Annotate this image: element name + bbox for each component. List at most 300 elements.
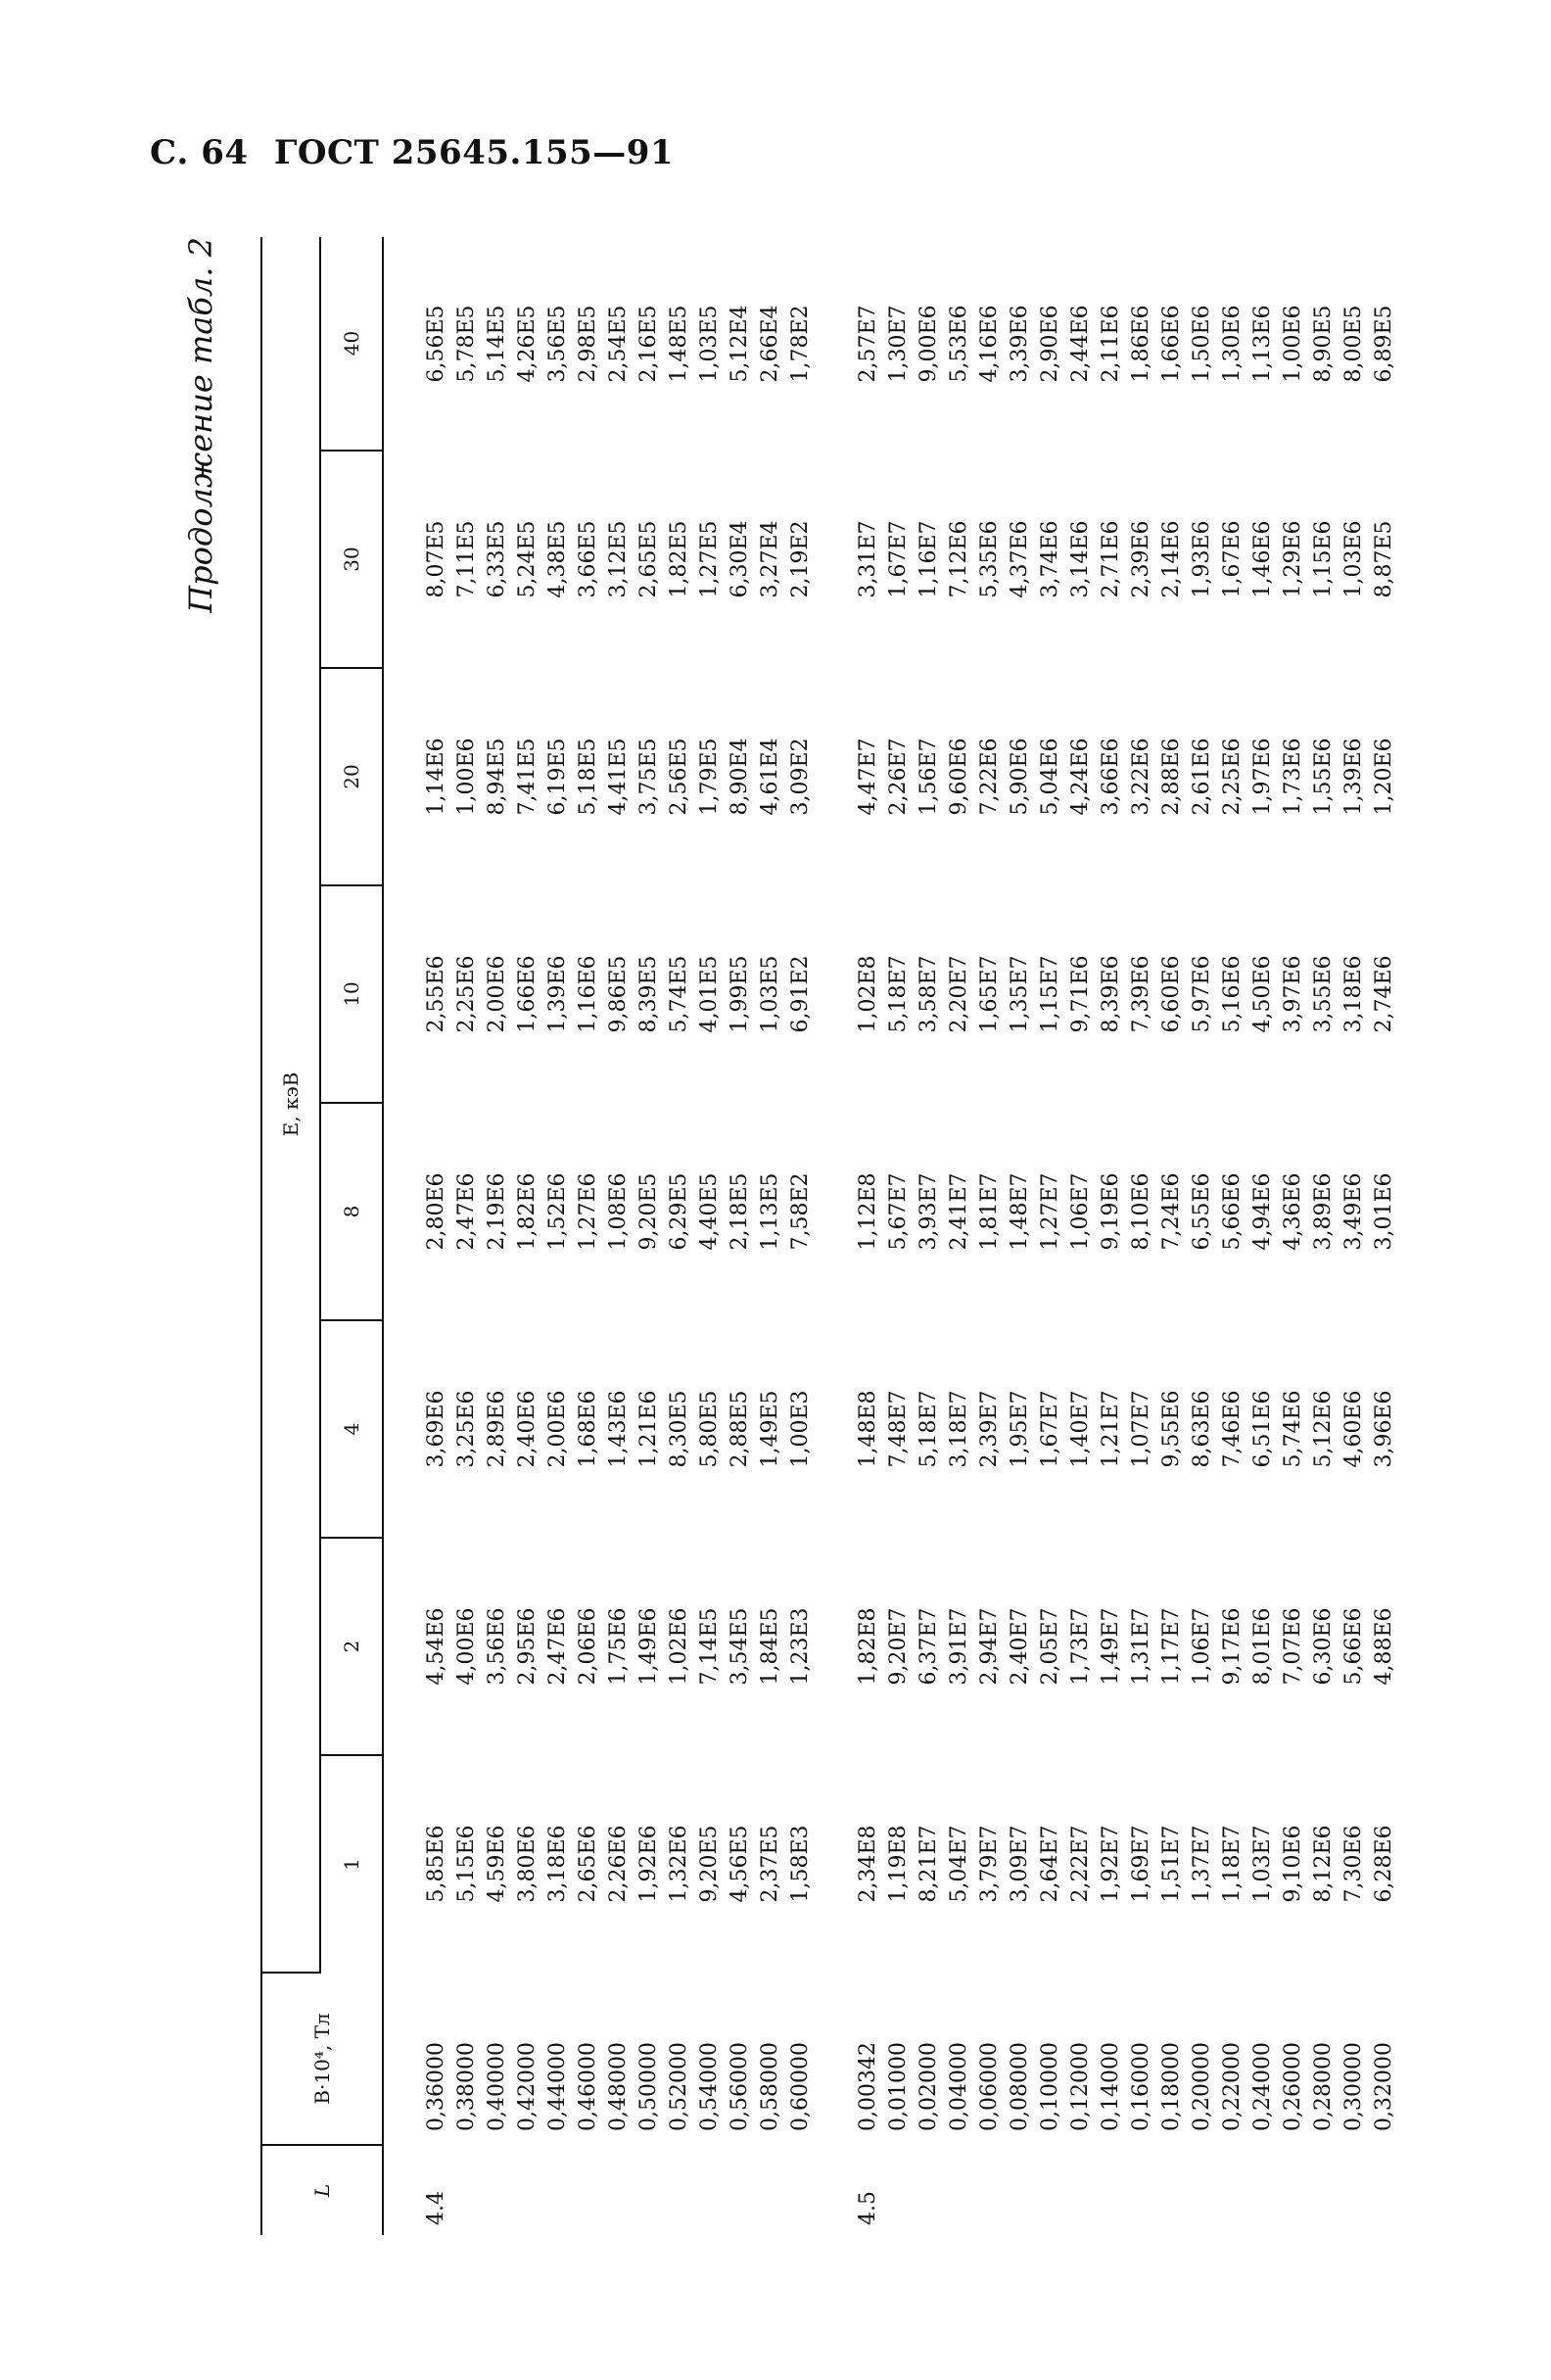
flux-value-cell: 8,39E5 [636, 955, 661, 1033]
l-value-cell [1308, 2145, 1339, 2235]
group-spacer-cell [383, 237, 421, 2235]
flux-value-cell: 2,16E5 [636, 305, 661, 383]
flux-value-cell: 4,16E6 [977, 305, 1002, 383]
flux-value-cell: 2,65E6 [576, 1825, 600, 1903]
flux-value-cell: 3,25E6 [454, 1390, 479, 1468]
l-value-cell [512, 2145, 542, 2235]
flux-value-cell: 4,50E6 [1250, 955, 1275, 1033]
flux-value-cell: 1,73E7 [1068, 1607, 1093, 1686]
table-row [1096, 237, 1126, 2235]
flux-value-cell: 5,35E6 [977, 520, 1002, 598]
table-row [1217, 237, 1247, 2235]
flux-value-cell: 2,71E6 [1099, 520, 1123, 598]
table-row [725, 237, 755, 2235]
table-row [785, 237, 816, 2235]
flux-value-cell: 3,31E7 [856, 520, 880, 598]
b-value-cell: 0,12000 [1068, 2042, 1093, 2131]
flux-value-cell: 3,74E6 [1038, 520, 1062, 598]
flux-value-cell: 5,74E5 [667, 955, 691, 1033]
flux-value-cell: 9,10E6 [1281, 1825, 1305, 1903]
flux-value-cell: 6,19E5 [545, 738, 570, 816]
table-header [261, 237, 383, 2235]
table-row [1308, 237, 1339, 2235]
b-value-cell: 0,32000 [1372, 2042, 1396, 2131]
flux-value-cell: 1,15E7 [1038, 955, 1062, 1033]
flux-value-cell: 4,56E5 [728, 1825, 752, 1903]
flux-value-cell: 3,79E7 [977, 1825, 1002, 1903]
flux-value-cell: 2,39E6 [1129, 520, 1153, 598]
flux-value-cell: 1,13E6 [1250, 305, 1275, 383]
flux-value-cell: 5,18E7 [916, 1390, 941, 1468]
flux-value-cell: 8,87E5 [1372, 520, 1396, 598]
b-value-cell: 0,48000 [606, 2042, 631, 2131]
flux-value-cell: 7,41E5 [515, 738, 540, 816]
flux-value-cell: 7,11E5 [454, 520, 479, 598]
flux-value-cell: 3,18E6 [545, 1825, 570, 1903]
flux-value-cell: 8,12E6 [1311, 1825, 1336, 1903]
flux-value-cell: 5,78E5 [454, 305, 479, 383]
flux-value-cell: 1,97E6 [1250, 738, 1275, 816]
flux-value-cell: 2,25E6 [454, 955, 479, 1033]
l-value-cell [1187, 2145, 1217, 2235]
l-value-cell [482, 2145, 512, 2235]
l-value-cell [755, 2145, 785, 2235]
flux-value-cell: 3,18E6 [1341, 955, 1366, 1033]
flux-value-cell: 8,63E6 [1190, 1390, 1214, 1468]
l-value-cell: 4.5 [856, 2191, 880, 2225]
flux-value-cell: 5,18E7 [886, 955, 911, 1033]
b-value-cell: 0,38000 [454, 2042, 479, 2131]
flux-value-cell: 7,46E6 [1220, 1390, 1245, 1468]
flux-value-cell: 8,39E6 [1099, 955, 1123, 1033]
b-value-cell: 0,42000 [515, 2042, 540, 2131]
flux-value-cell: 2,40E7 [1008, 1607, 1032, 1686]
flux-value-cell: 2,25E6 [1220, 738, 1245, 816]
flux-value-cell: 3,58E7 [916, 955, 941, 1033]
flux-value-cell: 2,00E6 [545, 1390, 570, 1468]
flux-value-cell: 1,37E7 [1190, 1825, 1214, 1903]
table-continuation-label: Продолжение табл. 2 [182, 237, 219, 613]
flux-value-cell: 7,39E6 [1129, 955, 1153, 1033]
flux-value-cell: 5,04E6 [1038, 738, 1062, 816]
flux-value-cell: 1,21E7 [1099, 1390, 1123, 1468]
flux-value-cell: 1,48E7 [1008, 1172, 1032, 1251]
flux-value-cell: 1,51E7 [1159, 1825, 1184, 1903]
flux-value-cell: 1,73E6 [1281, 738, 1305, 816]
flux-value-cell: 5,14E5 [485, 305, 509, 383]
flux-value-cell: 1,55E6 [1311, 738, 1336, 816]
flux-value-cell: 1,46E6 [1250, 520, 1275, 598]
flux-value-cell: 2,90E6 [1038, 305, 1062, 383]
l-value-cell [1156, 2145, 1187, 2235]
flux-value-cell: 1,16E7 [916, 520, 941, 598]
flux-value-cell: 3,93E7 [916, 1172, 941, 1251]
flux-value-cell: 1,27E6 [576, 1172, 600, 1251]
flux-value-cell: 2,39E7 [977, 1390, 1002, 1468]
energy-header-20: 20 [320, 668, 383, 885]
group-spacer [816, 237, 853, 2235]
flux-value-cell: 1,00E6 [1281, 305, 1305, 383]
flux-value-cell: 6,28E6 [1372, 1825, 1396, 1903]
table-row [664, 237, 694, 2235]
flux-value-cell: 2,98E5 [576, 305, 600, 383]
b-value-cell: 0,10000 [1038, 2042, 1062, 2131]
flux-value-cell: 1,00E6 [454, 738, 479, 816]
page-header [150, 133, 674, 172]
group-spacer [383, 237, 421, 2235]
flux-value-cell: 9,60E6 [947, 738, 971, 816]
flux-value-cell: 2,47E6 [454, 1172, 479, 1251]
flux-value-cell: 5,67E7 [886, 1172, 911, 1251]
l-value-cell [603, 2145, 634, 2235]
flux-value-cell: 4,24E6 [1068, 738, 1093, 816]
flux-value-cell: 6,30E4 [728, 520, 752, 598]
flux-value-cell: 1,02E6 [667, 1607, 691, 1686]
flux-value-cell: 2,40E6 [515, 1390, 540, 1468]
flux-value-cell: 1,49E5 [758, 1390, 782, 1468]
energy-header-row [320, 237, 383, 2235]
flux-value-cell: 2,88E5 [728, 1390, 752, 1468]
flux-value-cell: 3,12E5 [606, 520, 631, 598]
column-header-b: B·10⁴, Тл [261, 1973, 383, 2145]
flux-value-cell: 4,61E4 [758, 738, 782, 816]
flux-value-cell: 2,94E7 [977, 1607, 1002, 1686]
b-value-cell: 0,28000 [1311, 2042, 1336, 2131]
flux-value-cell: 1,03E5 [697, 305, 722, 383]
flux-value-cell: 7,24E6 [1159, 1172, 1184, 1251]
b-value-cell: 0,08000 [1008, 2042, 1032, 2131]
flux-value-cell: 1,67E6 [1220, 520, 1245, 598]
table-row [1187, 237, 1217, 2235]
flux-value-cell: 1,32E6 [667, 1825, 691, 1903]
flux-value-cell: 2,19E2 [788, 520, 813, 598]
b-value-cell: 0,06000 [977, 2042, 1002, 2131]
l-value-cell [1096, 2145, 1126, 2235]
flux-value-cell: 5,97E6 [1190, 955, 1214, 1033]
flux-value-cell: 2,95E6 [515, 1607, 540, 1686]
table-row [944, 237, 974, 2235]
column-header-l: L [261, 2145, 383, 2235]
table-row [694, 237, 725, 2235]
flux-value-cell: 2,54E5 [606, 305, 631, 383]
flux-value-cell: 1,69E7 [1129, 1825, 1153, 1903]
flux-value-cell: 6,51E6 [1250, 1390, 1275, 1468]
table-row [1126, 237, 1156, 2235]
flux-value-cell: 1,49E7 [1099, 1607, 1123, 1686]
l-value-cell [542, 2145, 573, 2235]
flux-value-cell: 8,10E6 [1129, 1172, 1153, 1251]
l-value-cell [1035, 2145, 1065, 2235]
column-header-energy: E, кэВ [261, 237, 320, 1973]
flux-value-cell: 6,33E5 [485, 520, 509, 598]
table-row [914, 237, 944, 2235]
table-row [1247, 237, 1278, 2235]
b-value-cell: 0,01000 [886, 2042, 911, 2131]
flux-value-cell: 8,00E5 [1341, 305, 1366, 383]
flux-value-cell: 1,18E7 [1220, 1825, 1245, 1903]
flux-value-cell: 2,55E6 [424, 955, 448, 1033]
flux-value-cell: 2,37E5 [758, 1825, 782, 1903]
table-body [383, 237, 1399, 2235]
table-row [542, 237, 573, 2235]
flux-value-cell: 1,92E7 [1099, 1825, 1123, 1903]
l-value-cell: 4.4 [424, 2191, 448, 2225]
flux-value-cell: 9,20E5 [636, 1172, 661, 1251]
l-value-cell [1065, 2145, 1096, 2235]
flux-value-cell: 2,66E4 [758, 305, 782, 383]
flux-value-cell: 2,56E5 [667, 738, 691, 816]
flux-value-cell: 5,18E5 [576, 738, 600, 816]
flux-value-cell: 8,94E5 [485, 738, 509, 816]
flux-value-cell: 4,60E6 [1341, 1390, 1366, 1468]
flux-value-cell: 2,88E6 [1159, 738, 1184, 816]
energy-header-4: 4 [320, 1320, 383, 1538]
flux-value-cell: 7,12E6 [947, 520, 971, 598]
flux-value-cell: 1,56E7 [916, 738, 941, 816]
l-value-cell [664, 2145, 694, 2235]
b-value-cell: 0,46000 [576, 2042, 600, 2131]
flux-value-cell: 2,41E7 [947, 1172, 971, 1251]
l-value-cell [725, 2145, 755, 2235]
flux-value-cell: 5,74E6 [1281, 1390, 1305, 1468]
flux-value-cell: 1,79E5 [697, 738, 722, 816]
flux-value-cell: 3,91E7 [947, 1607, 971, 1686]
flux-value-cell: 9,71E6 [1068, 955, 1093, 1033]
flux-value-cell: 1,66E6 [1159, 305, 1184, 383]
flux-value-cell: 6,55E6 [1190, 1172, 1214, 1251]
l-value-cell [1126, 2145, 1156, 2235]
flux-value-cell: 1,07E7 [1129, 1390, 1153, 1468]
flux-value-cell: 5,16E6 [1220, 955, 1245, 1033]
flux-value-cell: 1,52E6 [545, 1172, 570, 1251]
flux-value-cell: 1,30E6 [1220, 305, 1245, 383]
flux-value-cell: 8,30E5 [667, 1390, 691, 1468]
energy-header-30: 30 [320, 451, 383, 668]
flux-value-cell: 1,75E6 [606, 1607, 631, 1686]
b-value-cell: 0,04000 [947, 2042, 971, 2131]
rotated-table-area [182, 237, 1396, 2235]
b-value-cell: 0,22000 [1220, 2042, 1245, 2131]
flux-value-cell: 2,00E6 [485, 955, 509, 1033]
flux-value-cell: 2,57E7 [856, 305, 880, 383]
flux-value-cell: 7,14E5 [697, 1607, 722, 1686]
flux-value-cell: 5,66E6 [1341, 1607, 1366, 1686]
flux-value-cell: 1,14E6 [424, 738, 448, 816]
table-row [1278, 237, 1308, 2235]
flux-value-cell: 1,03E6 [1341, 520, 1366, 598]
table-row [1339, 237, 1369, 2235]
flux-value-cell: 8,90E4 [728, 738, 752, 816]
flux-value-cell: 7,07E6 [1281, 1607, 1305, 1686]
flux-value-cell: 1,67E7 [1038, 1390, 1062, 1468]
table-row [603, 237, 634, 2235]
flux-value-cell: 3,09E7 [1008, 1825, 1032, 1903]
flux-value-cell: 3,14E6 [1068, 520, 1093, 598]
flux-value-cell: 3,97E6 [1281, 955, 1305, 1033]
b-value-cell: 0,44000 [545, 2042, 570, 2131]
flux-value-cell: 3,69E6 [424, 1390, 448, 1468]
flux-value-cell: 3,56E5 [545, 305, 570, 383]
flux-value-cell: 1,27E5 [697, 520, 722, 598]
flux-value-cell: 3,49E6 [1341, 1172, 1366, 1251]
flux-value-cell: 3,66E6 [1099, 738, 1123, 816]
flux-value-cell: 6,56E5 [424, 305, 448, 383]
flux-value-cell: 5,53E6 [947, 305, 971, 383]
flux-value-cell: 9,19E6 [1099, 1172, 1123, 1251]
flux-value-cell: 5,04E7 [947, 1825, 971, 1903]
table-row [573, 237, 603, 2235]
flux-value-cell: 9,20E7 [886, 1607, 911, 1686]
flux-value-cell: 2,34E8 [856, 1825, 880, 1903]
flux-value-cell: 1,92E6 [636, 1825, 661, 1903]
flux-value-cell: 9,17E6 [1220, 1607, 1245, 1686]
l-value-cell [914, 2145, 944, 2235]
l-value-cell [1217, 2145, 1247, 2235]
flux-value-cell: 1,39E6 [1341, 738, 1366, 816]
flux-value-cell: 9,55E6 [1159, 1390, 1184, 1468]
flux-value-cell: 1,49E6 [636, 1607, 661, 1686]
flux-value-cell: 1,08E6 [606, 1172, 631, 1251]
flux-value-cell: 5,85E6 [424, 1825, 448, 1903]
flux-value-cell: 1,31E7 [1129, 1607, 1153, 1686]
flux-value-cell: 1,68E6 [576, 1390, 600, 1468]
flux-value-cell: 1,48E5 [667, 305, 691, 383]
flux-value-cell: 2,14E6 [1159, 520, 1184, 598]
flux-value-cell: 2,64E7 [1038, 1825, 1062, 1903]
energy-header-10: 10 [320, 885, 383, 1103]
flux-value-cell: 1,06E7 [1190, 1607, 1214, 1686]
flux-value-cell: 8,90E5 [1311, 305, 1336, 383]
l-value-cell [944, 2145, 974, 2235]
flux-value-cell: 2,61E6 [1190, 738, 1214, 816]
l-value-cell [1247, 2145, 1278, 2235]
flux-value-cell: 6,37E7 [916, 1607, 941, 1686]
b-value-cell: 0,02000 [916, 2042, 941, 2131]
b-value-cell: 0,58000 [758, 2042, 782, 2131]
flux-value-cell: 3,89E6 [1311, 1172, 1336, 1251]
flux-value-cell: 2,26E6 [606, 1825, 631, 1903]
flux-value-cell: 3,56E6 [485, 1607, 509, 1686]
flux-value-cell: 1,19E8 [886, 1825, 911, 1903]
flux-value-cell: 4,59E6 [485, 1825, 509, 1903]
flux-value-cell: 3,54E5 [728, 1607, 752, 1686]
table-row [482, 237, 512, 2235]
flux-value-cell: 4,38E5 [545, 520, 570, 598]
flux-value-cell: 3,18E7 [947, 1390, 971, 1468]
flux-value-cell: 1,29E6 [1281, 520, 1305, 598]
l-value-cell [974, 2145, 1005, 2235]
b-value-cell: 0,36000 [424, 2042, 448, 2131]
flux-value-cell: 1,82E5 [667, 520, 691, 598]
flux-value-cell: 3,66E5 [576, 520, 600, 598]
flux-value-cell: 3,09E2 [788, 738, 813, 816]
flux-value-cell: 4,54E6 [424, 1607, 448, 1686]
flux-value-cell: 2,44E6 [1068, 305, 1093, 383]
flux-value-cell: 1,82E8 [856, 1607, 880, 1686]
b-value-cell: 0,00342 [856, 2042, 880, 2131]
flux-value-cell: 2,80E6 [424, 1172, 448, 1251]
flux-value-cell: 1,39E6 [545, 955, 570, 1033]
flux-value-cell: 1,15E6 [1311, 520, 1336, 598]
flux-value-cell: 1,43E6 [606, 1390, 631, 1468]
flux-value-cell: 5,15E6 [454, 1825, 479, 1903]
flux-value-cell: 6,30E6 [1311, 1607, 1336, 1686]
l-value-cell [573, 2145, 603, 2235]
flux-value-cell: 3,75E5 [636, 738, 661, 816]
flux-value-cell: 2,06E6 [576, 1607, 600, 1686]
table-row [512, 237, 542, 2235]
flux-value-cell: 3,22E6 [1129, 738, 1153, 816]
l-value-cell [1369, 2145, 1399, 2235]
flux-value-cell: 2,05E7 [1038, 1607, 1062, 1686]
l-value-cell [1005, 2145, 1035, 2235]
l-value-cell [694, 2145, 725, 2235]
flux-value-cell: 9,00E6 [916, 305, 941, 383]
flux-value-cell: 7,30E6 [1341, 1825, 1366, 1903]
flux-value-cell: 4,37E6 [1008, 520, 1032, 598]
flux-value-cell: 1,35E7 [1008, 955, 1032, 1033]
flux-value-cell: 5,12E6 [1311, 1390, 1336, 1468]
flux-value-cell: 3,27E4 [758, 520, 782, 598]
flux-value-cell: 3,80E6 [515, 1825, 540, 1903]
flux-value-cell: 4,26E5 [515, 305, 540, 383]
flux-value-cell: 2,89E6 [485, 1390, 509, 1468]
flux-value-cell: 1,82E6 [515, 1172, 540, 1251]
flux-value-cell: 2,20E7 [947, 955, 971, 1033]
b-value-cell: 0,50000 [636, 2042, 661, 2131]
flux-value-cell: 8,01E6 [1250, 1607, 1275, 1686]
flux-value-cell: 8,07E5 [424, 520, 448, 598]
flux-value-cell: 1,20E6 [1372, 738, 1396, 816]
b-value-cell: 0,14000 [1099, 2042, 1123, 2131]
flux-value-cell: 7,48E7 [886, 1390, 911, 1468]
flux-value-cell: 2,74E6 [1372, 955, 1396, 1033]
flux-value-cell: 2,19E6 [485, 1172, 509, 1251]
flux-value-cell: 2,18E5 [728, 1172, 752, 1251]
flux-value-cell: 1,65E7 [977, 955, 1002, 1033]
flux-value-cell: 6,60E6 [1159, 955, 1184, 1033]
flux-value-cell: 9,20E5 [697, 1825, 722, 1903]
energy-header-40: 40 [320, 237, 383, 451]
flux-value-cell: 1,30E7 [886, 305, 911, 383]
flux-value-cell: 5,90E6 [1008, 738, 1032, 816]
flux-value-cell: 7,58E2 [788, 1172, 813, 1251]
flux-value-cell: 4,47E7 [856, 738, 880, 816]
flux-value-cell: 4,40E5 [697, 1172, 722, 1251]
table-row [1369, 237, 1399, 2235]
l-value-cell [634, 2145, 664, 2235]
flux-value-cell: 1,93E6 [1190, 520, 1214, 598]
flux-value-cell: 1,40E7 [1068, 1390, 1093, 1468]
b-value-cell: 0,40000 [485, 2042, 509, 2131]
b-value-cell: 0,30000 [1341, 2042, 1366, 2131]
flux-value-cell: 1,02E8 [856, 955, 880, 1033]
flux-value-cell: 7,22E6 [977, 738, 1002, 816]
group-spacer-cell [816, 237, 853, 2235]
l-value-cell [451, 2145, 482, 2235]
energy-header-8: 8 [320, 1103, 383, 1320]
flux-value-cell: 8,21E7 [916, 1825, 941, 1903]
page-label: С. 64 [150, 133, 249, 172]
flux-value-cell: 1,23E3 [788, 1607, 813, 1686]
flux-value-cell: 1,21E6 [636, 1390, 661, 1468]
flux-value-cell: 3,39E6 [1008, 305, 1032, 383]
table-row [451, 237, 482, 2235]
l-value-cell [883, 2145, 914, 2235]
flux-value-cell: 1,13E5 [758, 1172, 782, 1251]
flux-value-cell: 1,58E3 [788, 1825, 813, 1903]
flux-value-cell: 1,67E7 [886, 520, 911, 598]
